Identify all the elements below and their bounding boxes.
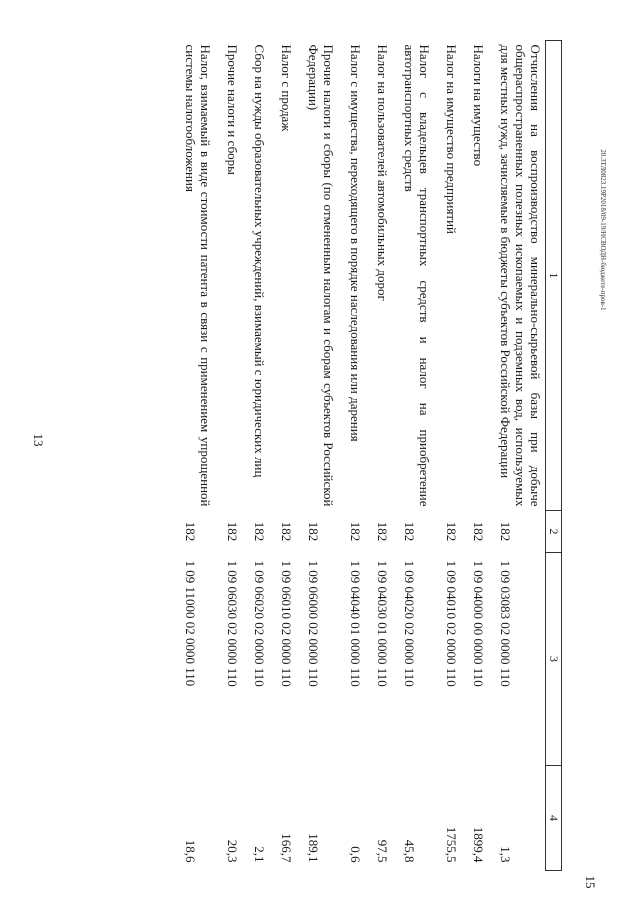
table-row	[369, 41, 396, 871]
row-admin-code: 182	[306, 521, 321, 542]
table-row	[300, 41, 342, 871]
corner-page-number: 15	[583, 875, 598, 889]
header-col-2: 2	[546, 511, 562, 553]
table-row	[492, 41, 546, 871]
row-name: Прочие налоги и сборы	[225, 44, 240, 175]
header-col-4: 4	[546, 766, 562, 871]
row-value: 45,8	[402, 839, 417, 863]
row-budget-code: 1 09 06030 02 0000 110	[225, 560, 240, 687]
page-number: 13	[31, 433, 46, 447]
row-budget-code: 1 09 04020 02 0000 110	[402, 560, 417, 687]
row-budget-code: 1 09 06000 02 0000 110	[306, 560, 321, 687]
row-value: 189,1	[306, 833, 321, 863]
row-name: Налог с продаж	[279, 44, 294, 132]
table-row	[396, 41, 438, 871]
row-name: Налог на пользователей автомобильных дорог	[375, 44, 390, 301]
row-admin-code: 182	[183, 521, 198, 542]
row-admin-code: 182	[375, 521, 390, 542]
row-name: Налог с имущества, переходящего в порядке наследования или дарения	[348, 44, 363, 442]
row-name: Налог с владельцев транспортных средств и налог на приобретение автотранспортных средств	[402, 44, 432, 507]
table-row	[219, 41, 246, 871]
header-col-3: 3	[546, 553, 562, 766]
table-row	[273, 41, 300, 871]
row-name: Налоги на имущество	[471, 44, 486, 167]
header-col-1: 1	[546, 41, 562, 511]
table-row	[465, 41, 492, 871]
row-admin-code: 182	[471, 521, 486, 542]
row-value: 1899,4	[471, 826, 486, 863]
row-budget-code: 1 09 06010 02 0000 110	[279, 560, 294, 687]
table-row	[342, 41, 369, 871]
budget-table-container	[87, 40, 562, 870]
row-admin-code: 182	[402, 521, 417, 542]
row-budget-code: 1 09 04030 01 0000 110	[375, 560, 390, 687]
row-value: 1,3	[498, 846, 513, 863]
table-row	[438, 41, 465, 871]
row-value: 20,3	[225, 839, 240, 863]
row-name: Сбор на нужды образовательных учреждений, взимаемый с юридических лиц	[252, 44, 267, 478]
row-value: 97,5	[375, 839, 390, 863]
row-budget-code: 1 09 04040 01 0000 110	[348, 560, 363, 687]
row-budget-code: 1 09 11000 02 0000 110	[183, 560, 198, 687]
row-budget-code: 1 09 04010 02 0000 110	[444, 560, 459, 687]
row-admin-code: 182	[252, 521, 267, 542]
row-value: 2,1	[252, 846, 267, 863]
row-name: Налог, взимаемый в виде стоимости патента в связи с применением упрощенной системы налогообложения	[183, 44, 213, 507]
row-budget-code: 1 09 03083 02 0000 110	[498, 560, 513, 687]
table-row	[177, 41, 219, 871]
row-admin-code: 182	[444, 521, 459, 542]
row-admin-code: 182	[279, 521, 294, 542]
row-value: 18,6	[183, 839, 198, 863]
row-value: 166,7	[279, 833, 294, 863]
row-admin-code: 182	[348, 521, 363, 542]
row-value: 1755,5	[444, 826, 459, 863]
row-budget-code: 1 09 06020 02 0000 110	[252, 560, 267, 687]
table-row	[246, 41, 273, 871]
budget-table	[177, 40, 562, 871]
table-header-row	[546, 41, 562, 871]
row-budget-code: 1 09 04000 00 0000 110	[471, 560, 486, 687]
document-code: 20.3ТЛ0823.19Р2018/09-19/НСВОДН-бюджете-пров-1	[599, 149, 607, 311]
row-name: Налог на имущество предприятий	[444, 44, 459, 235]
row-admin-code: 182	[498, 521, 513, 542]
row-value: 0,6	[348, 846, 363, 863]
row-name: Отчисления на воспроизводство минерально-сырьевой базы при добыче общераспространенных полезных ископаемых и подземных вод, используемых для местных нужд, зачисляемые в бюджеты субъектов Российской Федерации	[498, 44, 543, 507]
row-name: Прочие налоги и сборы (по отмененным налогам и сборам субъектов Российской Федерации)	[306, 44, 336, 507]
row-admin-code: 182	[225, 521, 240, 542]
